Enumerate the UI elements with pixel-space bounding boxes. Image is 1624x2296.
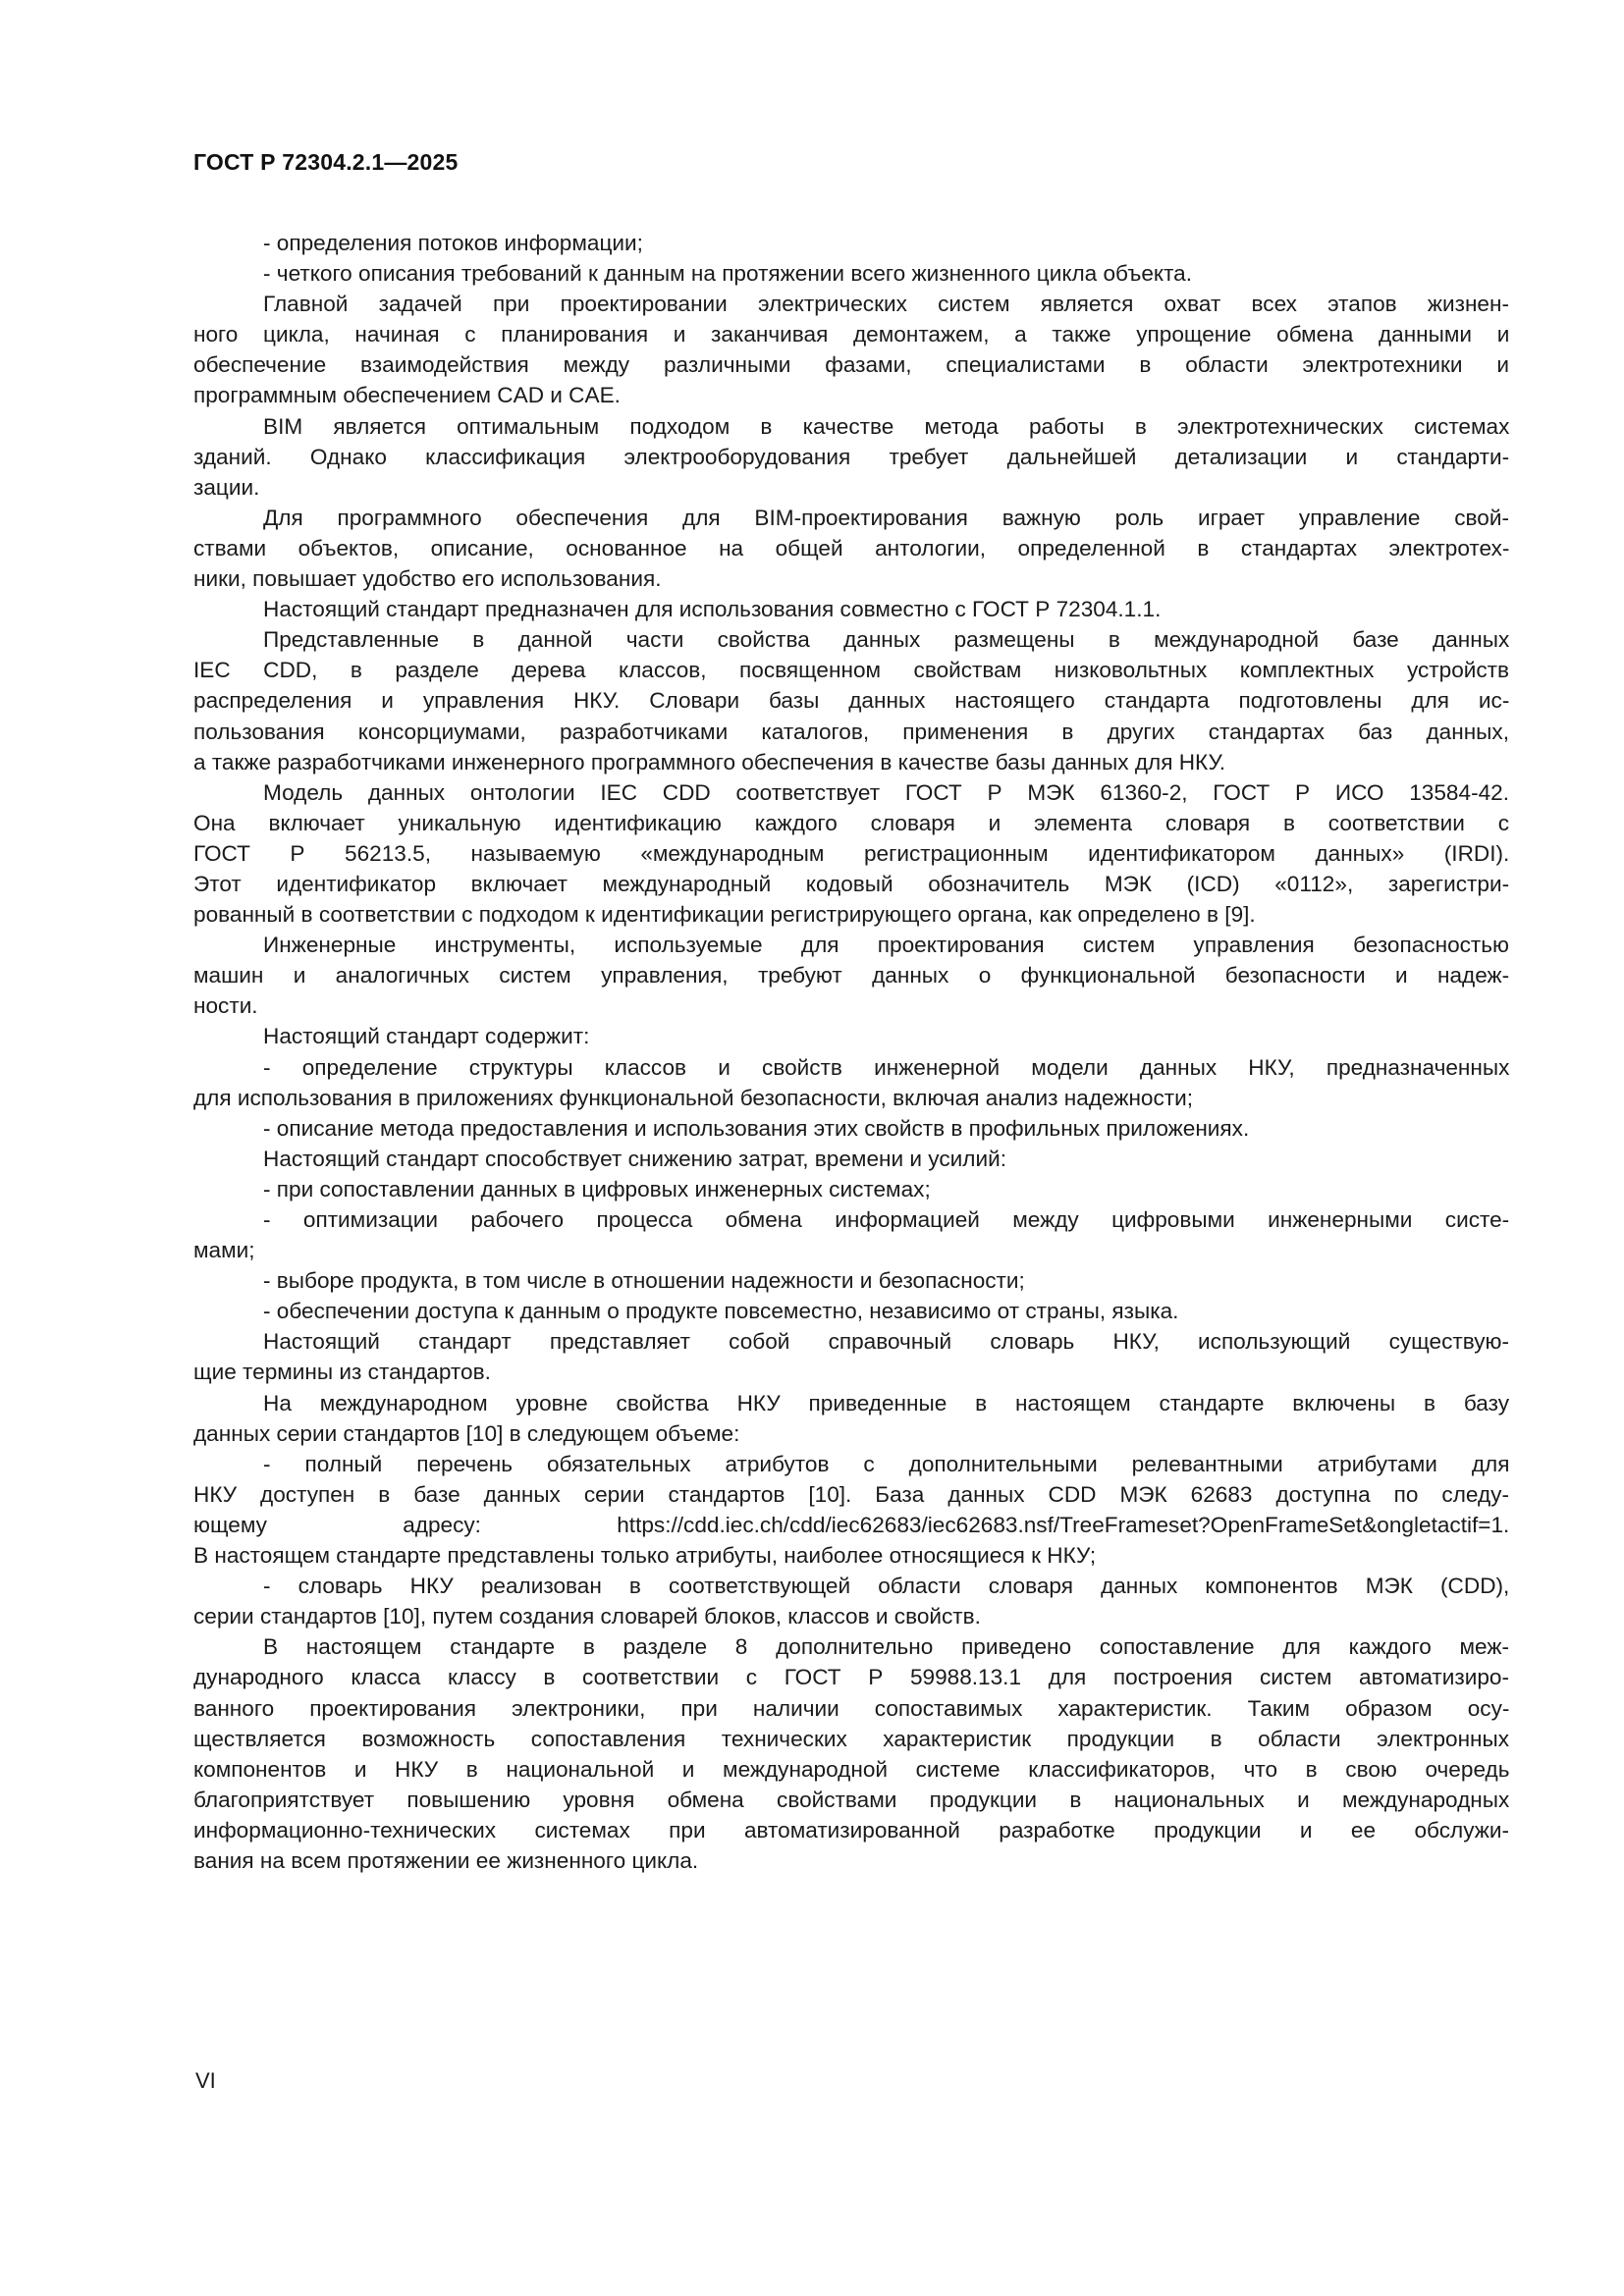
document-body <box>193 228 1509 1876</box>
text-line: Для программного обеспечения для BIM-проектирования важную роль играет управление свой- <box>263 505 1509 530</box>
paragraph <box>193 1113 1509 1144</box>
paragraph <box>193 594 1509 624</box>
text-line: благоприятствует повышению уровня обмена свойствами продукции в национальных и международных <box>193 1787 1510 1812</box>
text-line: - выборе продукта, в том числе в отношении надежности и безопасности; <box>263 1268 1025 1294</box>
text-line: компонентов и НКУ в национальной и международной системе классификаторов, что в свою очередь <box>193 1756 1510 1782</box>
text-line: программным обеспечением CAD и CAE. <box>193 383 621 408</box>
text-line: Настоящий стандарт предназначен для использования совместно с ГОСТ Р 72304.1.1. <box>263 597 1162 622</box>
text-line: - оптимизации рабочего процесса обмена информацией между цифровыми инженерными систе- <box>263 1207 1510 1232</box>
text-line: пользования консорциумами, разработчиками каталогов, применения в других стандартах баз данных, <box>193 719 1509 744</box>
text-line: НКУ доступен в базе данных серии стандартов [10]. База данных CDD МЭК 62683 доступна по следу- <box>193 1481 1509 1507</box>
text-line: Настоящий стандарт способствует снижению затрат, времени и усилий: <box>263 1146 1006 1171</box>
paragraph <box>193 289 1509 410</box>
text-line: - определения потоков информации; <box>263 231 643 255</box>
text-line: Этот идентификатор включает международный кодовый обозначитель МЭК (ICD) «0112», зарегистри- <box>193 871 1510 896</box>
text-line: зации. <box>193 474 260 500</box>
text-line: ствами объектов, описание, основанное на общей антологии, определенной в стандартах электротех- <box>193 535 1510 561</box>
text-line: ГОСТ Р 56213.5, называемую «международным регистрационным идентификатором данных» (IRDI). <box>193 840 1510 866</box>
text-line: ники, повышает удобство его использования. <box>193 566 662 592</box>
text-line: Настоящий стандарт содержит: <box>263 1024 590 1049</box>
text-line: В настоящем стандарте в разделе 8 дополнительно приведено сопоставление для каждого меж- <box>263 1634 1510 1660</box>
paragraph <box>193 624 1509 776</box>
paragraph <box>193 1388 1509 1449</box>
document-code-header: ГОСТ Р 72304.2.1—2025 <box>193 149 459 175</box>
text-line: обеспечение взаимодействия между различными фазами, специалистами в области электротехники и <box>193 352 1509 378</box>
text-line: данных серии стандартов [10] в следующем объеме: <box>193 1420 740 1446</box>
text-line: ванного проектирования электроники, при наличии сопоставимых характеристик. Таким образом осу- <box>193 1695 1510 1721</box>
text-line: На международном уровне свойства НКУ приведенные в настоящем стандарте включены в базу <box>263 1390 1509 1415</box>
paragraph <box>193 1326 1509 1387</box>
paragraph <box>193 1021 1509 1051</box>
paragraph <box>193 258 1509 289</box>
text-line: зданий. Однако классификация электрооборудования требует дальнейшей детализации и стандарти- <box>193 444 1510 469</box>
text-line: ющему адресу: https://cdd.iec.ch/cdd/iec62683/iec62683.nsf/TreeFrameset?OpenFrameSet&ongletactif=1. <box>193 1512 1510 1537</box>
text-line: Инженерные инструменты, используемые для проектирования систем управления безопасностью <box>263 933 1509 958</box>
text-line: - описание метода предоставления и использования этих свойств в профильных приложениях. <box>263 1115 1250 1141</box>
text-line: - при сопоставлении данных в цифровых инженерных системах; <box>263 1176 931 1201</box>
text-line: серии стандартов [10], путем создания словарей блоков, классов и свойств. <box>193 1604 981 1629</box>
text-line: ности. <box>193 993 258 1019</box>
paragraph <box>193 1265 1509 1296</box>
text-line: BIM является оптимальным подходом в качестве метода работы в электротехнических системах <box>263 413 1510 439</box>
paragraph <box>193 1571 1509 1631</box>
text-line: Представленные в данной части свойства данных размещены в международной базе данных <box>263 627 1510 653</box>
text-line: Главной задачей при проектировании электрических систем является охват всех этапов жизнен- <box>263 292 1509 317</box>
paragraph <box>193 1174 1509 1204</box>
text-line: - полный перечень обязательных атрибутов с дополнительными релевантными атрибутами для <box>263 1451 1510 1476</box>
paragraph <box>193 411 1509 503</box>
paragraph <box>193 1296 1509 1326</box>
text-line: IEC CDD, в разделе дерева классов, посвященном свойствам низковольтных комплектных устройств <box>193 658 1510 683</box>
paragraph <box>193 1052 1509 1113</box>
text-line: рованный в соответствии с подходом к идентификации регистрирующего органа, как определено в [9]. <box>193 902 1256 928</box>
paragraph <box>193 503 1509 594</box>
paragraph <box>193 930 1509 1021</box>
page-number: VI <box>195 2068 216 2093</box>
text-line: Она включает уникальную идентификацию каждого словаря и элемента словаря в соответствии с <box>193 810 1509 835</box>
text-line: дународного класса классу в соответствии с ГОСТ Р 59988.13.1 для построения систем автоматизиро- <box>193 1665 1509 1690</box>
paragraph <box>193 777 1509 930</box>
text-line: машин и аналогичных систем управления, требуют данных о функциональной безопасности и надеж- <box>193 963 1510 988</box>
paragraph <box>193 1631 1509 1876</box>
text-line: информационно-технических системах при автоматизированной разработке продукции и ее обслужи- <box>193 1817 1510 1842</box>
paragraph <box>193 1204 1509 1265</box>
text-line: - словарь НКУ реализован в соответствующей области словаря данных компонентов МЭК (CDD), <box>263 1574 1510 1599</box>
paragraph <box>193 1449 1509 1571</box>
text-line: а также разработчиками инженерного программного обеспечения в качестве базы данных для НКУ. <box>193 749 1226 774</box>
text-line: для использования в приложениях функциональной безопасности, включая анализ надежности; <box>193 1085 1194 1110</box>
text-line: - определение структуры классов и свойств инженерной модели данных НКУ, предназначенных <box>263 1054 1510 1080</box>
text-line: ществляется возможность сопоставления технических характеристик продукции в области электронных <box>193 1726 1510 1751</box>
text-line: мами; <box>193 1238 255 1263</box>
paragraph <box>193 228 1509 258</box>
text-line: В настоящем стандарте представлены только атрибуты, наиболее относящиеся к НКУ; <box>193 1543 1097 1569</box>
text-line: распределения и управления НКУ. Словари базы данных настоящего стандарта подготовлены для ис- <box>193 688 1510 714</box>
paragraph <box>193 1144 1509 1174</box>
text-line: - четкого описания требований к данным на протяжении всего жизненного цикла объекта. <box>263 261 1193 287</box>
text-line: Настоящий стандарт представляет собой справочный словарь НКУ, использующий существую- <box>263 1329 1509 1355</box>
text-line: - обеспечении доступа к данным о продукте повсеместно, независимо от страны, языка. <box>263 1299 1179 1324</box>
text-line: щие термины из стандартов. <box>193 1360 491 1385</box>
text-line: вания на всем протяжении ее жизненного цикла. <box>193 1847 699 1873</box>
text-line: Модель данных онтологии IEC CDD соответствует ГОСТ Р МЭК 61360-2, ГОСТ Р ИСО 13584-42. <box>263 779 1509 805</box>
text-line: ного цикла, начиная с планирования и заканчивая демонтажем, а также упрощение обмена данными и <box>193 322 1510 347</box>
